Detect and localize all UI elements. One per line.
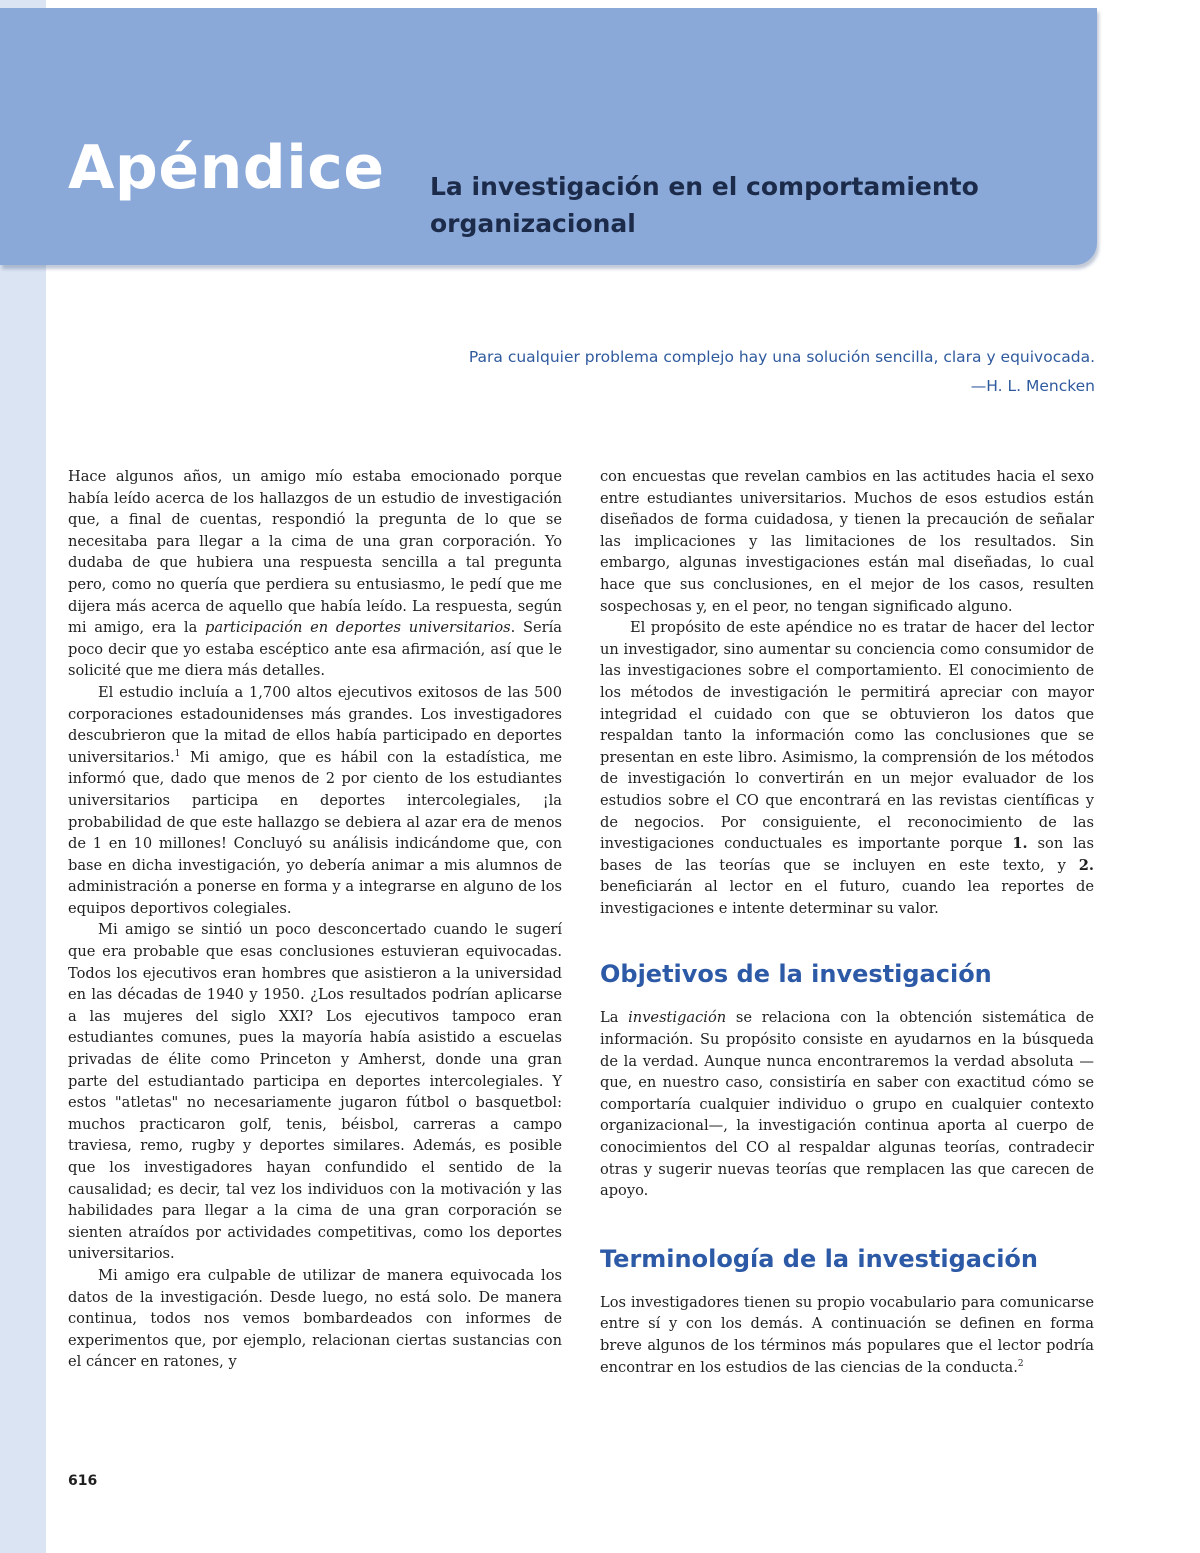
- text-run: El estudio incluía a 1,700 altos ejecutivos exitosos de las 500 corporaciones estadounidenses más grandes. Los investigadores descubrieron que la mitad de ellos había participado en deportes universitarios.: [68, 683, 562, 766]
- paragraph: [600, 1292, 1094, 1378]
- list-number: 2.: [1078, 856, 1094, 874]
- section-heading-objectives: Objetivos de la investigación: [600, 960, 992, 989]
- emphasis: participación en deportes universitarios: [205, 619, 511, 637]
- section-heading-terminology: Terminología de la investigación: [600, 1244, 1038, 1273]
- footnote-marker: 1: [174, 748, 181, 759]
- paragraph: [68, 682, 562, 920]
- epigraph-quote: Para cualquier problema complejo hay una solución sencilla, clara y equivocada.: [468, 348, 1095, 366]
- right-column: [600, 466, 1094, 1378]
- text-run: El propósito de este apéndice no es tratar de hacer del lector un investigador, sino aumentar su conciencia como consumidor de las investigaciones sobre el comportamiento. El conocimiento de los métodos de investigación le permitirá apreciar con mayor integridad el cuidado con que se obtuvieron los datos que respaldan tanto la información como las conclusiones que se presentan en este libro. Asimismo, la comprensión de los métodos de investigación lo convertirán en un mejor evaluador de los estudios sobre el CO que encontrará en las revistas científicas y de negocios. Por consiguiente, el reconocimiento de las investigaciones conductuales es importante porque: [600, 619, 1094, 853]
- text-run: Hace algunos años, un amigo mío estaba emocionado porque había leído acerca de los hallazgos de un estudio de investigación que, a final de cuentas, respondió la pregunta de lo que se necesitaba para llegar a la cima de una gran corporación. Yo dudaba de que hubiera una respuesta sencilla a tal pregunta pero, como no quería que perdiera su entusiasmo, le pedí que me dijera más acerca de aquello que había leído. La respuesta, según mi amigo, era la: [68, 468, 562, 637]
- paragraph: con encuestas que revelan cambios en las actitudes hacia el sexo entre estudiantes universitarios. Muchos de esos estudios están diseñados de forma cuidadosa, y tienen la precaución de señalar las implicaciones y las limitaciones de los resultados. Sin embargo, algunas investigaciones están mal diseñadas, lo cual hace que sus conclusiones, en el mejor de los casos, resulten sospechosas y, en el peor, no tengan significado alguno.: [600, 468, 1094, 615]
- page-number: 616: [68, 1473, 98, 1489]
- emphasis: investigación: [628, 1009, 727, 1027]
- paragraph: [600, 617, 1094, 919]
- text-run: Los investigadores tienen su propio vocabulario para comunicarse entre sí y con los demás. A continuación se definen en forma breve algunos de los términos más populares que el lector podría encontrar en los estudios de las ciencias de la conducta.: [600, 1293, 1094, 1376]
- paragraph: [68, 466, 562, 682]
- text-run: Mi amigo, que es hábil con la estadística, me informó que, dado que menos de 2 por ciento de los estudiantes universitarios participa en deportes intercolegiales, ¡la probabilidad de que este hallazgo se debiera al azar era de menos de 1 en 10 millones! Concluyó su análisis indicándome que, con base en dicha investigación, yo debería animar a mis alumnos de administración a ponerse en forma y a integrarse en alguno de los equipos deportivos colegiales.: [68, 748, 562, 917]
- text-run: beneficiarán al lector en el futuro, cuando lea reportes de investigaciones e intente determinar su valor.: [600, 878, 1094, 917]
- left-column: [68, 466, 562, 1373]
- paragraph: Mi amigo era culpable de utilizar de manera equivocada los datos de la investigación. Desde luego, no está solo. De manera continua, todos nos vemos bombardeados con informes de experimentos que, por ejemplo, relacionan ciertas sustancias con el cáncer en ratones, y: [68, 1266, 562, 1371]
- epigraph-author: —H. L. Mencken: [970, 377, 1095, 395]
- chapter-title-line-2: organizacional: [430, 209, 636, 238]
- epigraph: [469, 343, 1095, 401]
- text-run: se relaciona con la obtención sistemática de información. Su propósito consiste en ayudarnos en la búsqueda de la verdad. Aunque nunca encontraremos la verdad absoluta —que, en nuestro caso, consistiría en saber con exactitud cómo se comportaría cualquier individuo o grupo en cualquier contexto organizacional—, la investigación continua aporta al cuerpo de conocimientos del CO al respaldar algunas teorías, contradecir otras y sugerir nuevas teorías que remplacen las que carecen de apoyo.: [600, 1009, 1094, 1200]
- text-run: . Sería poco decir que yo estaba escéptico ante esa afirmación, así que le solicité que me diera más detalles.: [68, 619, 562, 680]
- text-run: La: [600, 1009, 629, 1027]
- paragraph: Mi amigo se sintió un poco desconcertado cuando le sugerí que era probable que esas conclusiones estuvieran equivocadas. Todos los ejecutivos eran hombres que asistieron a la universidad en las décadas de 1940 y 1950. ¿Los resultados podrían aplicarse a las mujeres del siglo XXI? Los ejecutivos tampoco eran estudiantes comunes, pues la mayoría había asistido a escuelas privadas de élite como Princeton y Amherst, donde una gran parte del estudiantado participa en deportes intercolegiales. Y estos "atletas" no necesariamente jugaron fútbol o basquetbol: muchos practicaron golf, tenis, béisbol, carreras a campo traviesa, remo, rugby y deportes similares. Además, es posible que los investigadores hayan confundido el sentido de la causalidad; es decir, tal vez los individuos con la motivación y las habilidades para llegar a la cima de una gran corporación se sienten atraídos por actividades competitivas, como los deportes universitarios.: [68, 921, 562, 1263]
- chapter-title-line-1: La investigación en el comportamiento: [430, 172, 979, 201]
- appendix-label: Apéndice: [68, 133, 385, 203]
- chapter-title: [430, 168, 1050, 242]
- footnote-marker: 2: [1017, 1358, 1024, 1369]
- paragraph: [600, 1007, 1094, 1201]
- text-run: son las bases de las teorías que se incluyen en este texto, y: [600, 835, 1094, 874]
- list-number: 1.: [1012, 835, 1028, 853]
